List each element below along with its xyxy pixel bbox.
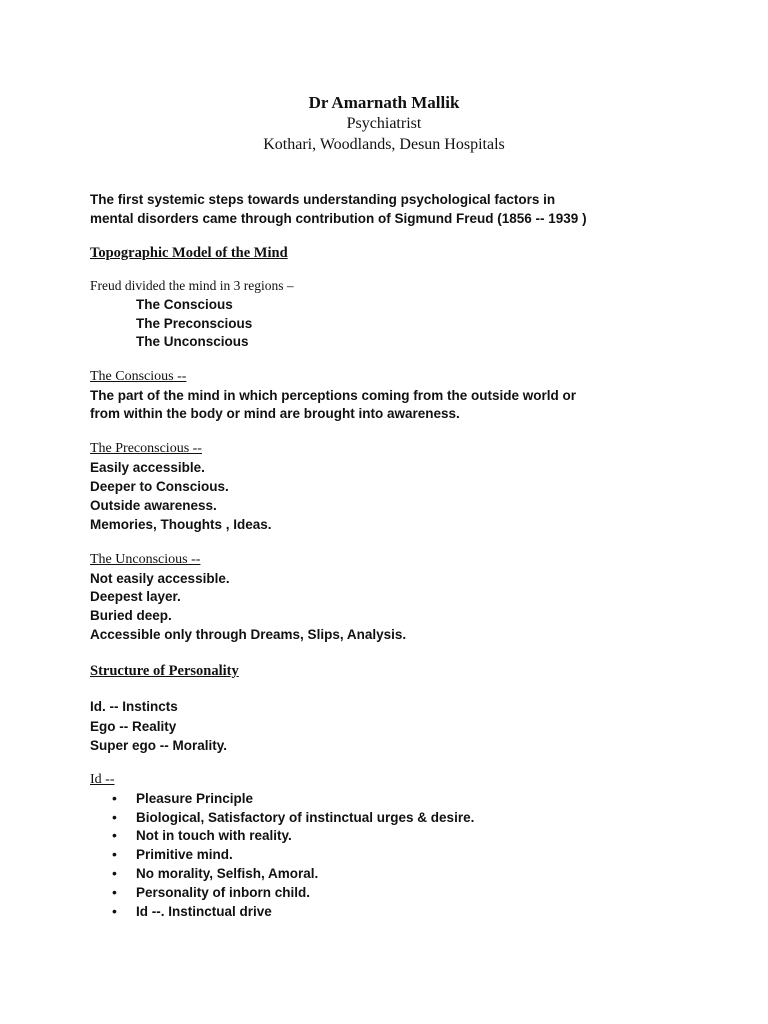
intro-line-2: mental disorders came through contribution of Sigmund Freud (1856 -- 1939 ) [90,211,587,226]
conscious-line-1: The part of the mind in which perceptions coming from the outside world or [90,388,577,403]
preconscious-label: The Preconscious -- [90,441,202,456]
structure-heading: Structure of Personality [90,663,239,679]
unconscious-item: Buried deep. [90,608,172,623]
preconscious-item: Deeper to Conscious. [90,479,229,494]
bullet-icon: • [112,865,117,881]
id-bullet-text: Not in touch with reality. [136,828,292,843]
unconscious-item: Not easily accessible. [90,571,230,586]
conscious-label: The Conscious -- [90,369,187,384]
bullet-icon: • [112,827,117,843]
region-conscious: The Conscious [136,297,233,312]
bullet-icon: • [112,809,117,825]
unconscious-item: Deepest layer. [90,589,181,604]
topographic-lead: Freud divided the mind in 3 regions – [90,277,294,294]
id-bullet-text: Primitive mind. [136,847,233,862]
id-bullet-text: No morality, Selfish, Amoral. [136,866,319,881]
bullet-icon: • [112,903,117,919]
intro-line-1: The first systemic steps towards understanding psychological factors in [90,192,556,207]
bullet-icon: • [112,846,117,862]
structure-item-id: Id. -- Instincts [90,699,178,714]
bullet-icon: • [112,884,117,900]
id-bullet-text: Pleasure Principle [136,791,254,806]
unconscious-label: The Unconscious -- [90,552,201,567]
preconscious-item: Memories, Thoughts , Ideas. [90,517,272,532]
author-hospitals: Kothari, Woodlands, Desun Hospitals [263,136,505,153]
id-label: Id -- [90,772,115,787]
author-title: Psychiatrist [346,115,422,132]
conscious-line-2: from within the body or mind are brought into awareness. [90,406,460,421]
preconscious-item: Easily accessible. [90,460,205,475]
author-name: Dr Amarnath Mallik [308,93,460,112]
region-unconscious: The Unconscious [136,334,249,349]
region-preconscious: The Preconscious [136,316,253,331]
unconscious-item: Accessible only through Dreams, Slips, Analysis. [90,627,407,642]
topographic-heading: Topographic Model of the Mind [90,245,288,261]
id-bullet-text: Id --. Instinctual drive [136,904,272,919]
id-bullet-text: Personality of inborn child. [136,885,311,900]
preconscious-item: Outside awareness. [90,498,217,513]
structure-item-superego: Super ego -- Morality. [90,738,228,753]
id-bullet-text: Biological, Satisfactory of instinctual urges & desire. [136,810,475,825]
structure-item-ego: Ego -- Reality [90,719,177,734]
bullet-icon: • [112,790,117,806]
